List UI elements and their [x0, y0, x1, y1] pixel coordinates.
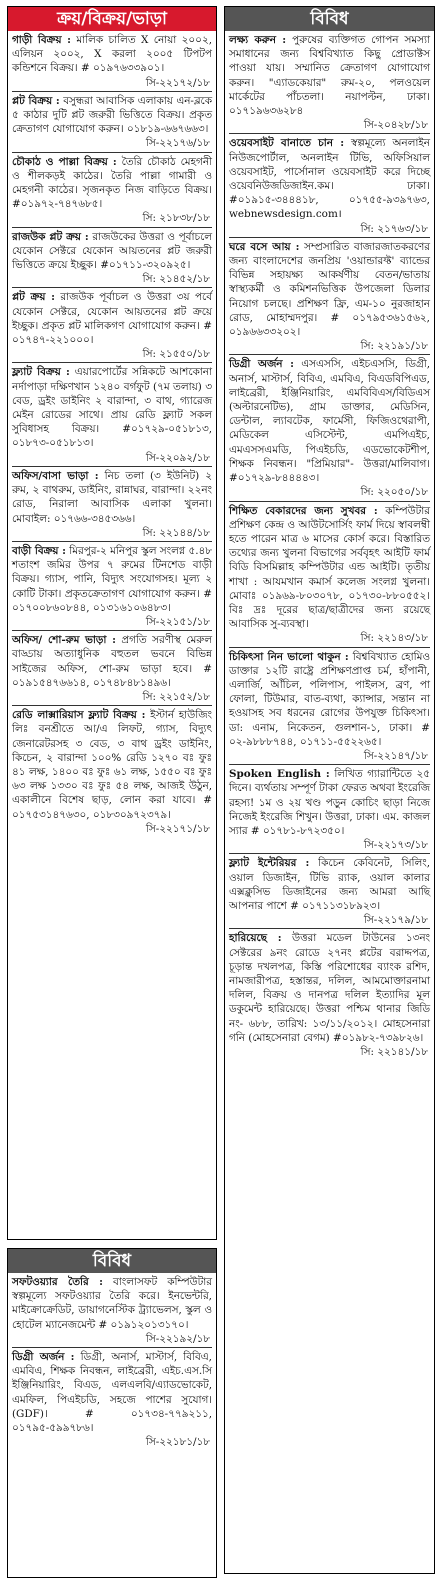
- classified-ad: [12, 362, 212, 465]
- ad-body: মিরপুর-২ মনিপুর স্কুল সংলগ্ন ৫.৪৮ শতাংশ জমির উপর ৭ রুমের টিনশেড বাড়ী বিক্রয়। গ্যাস, পানি, বিদ্যুৎ সংযোগসহ। মূল্য ২ কোটি টাকা। প্রকৃতক্রেতাগণ যোগাযোগ করুন। # ০১৭০০৮৬০৮৪৪, ০১৩১৬১০৬৪৮৩।: [12, 544, 212, 614]
- ad-code: সি: ২২১৪৩/১৮: [360, 632, 428, 645]
- ad-body: প্রগতি সরণীস্থ মেরুল বাড্ডায় অত্যাধুনিক বহুতল ভবনে বিভিন্ন সাইজের অফিস, শো-রুম ভাড়া হবে। # ০১৯১৫৪৭৬৬১৪, ০১৭৪৮৪৮১৪৯৬।: [12, 634, 212, 689]
- ad-code: সি-২২১৫১/১৮: [145, 615, 210, 628]
- ad-body: স্বল্পমূল্যে অনলাইন নিউজপোর্টাল, অনলাইন টিভি, অফিসিয়াল ওয়েবসাইট, পার্সোনাল ওয়েবসাইট করে দিচ্ছে ওয়েবনিউজডিজাইন.কম। ঢাকা। #০১৯১৫-৩৪৪৪১৮, ০১৭৫৫-৯৩৯৭৬৩, webnewsdesign.com।: [229, 137, 430, 221]
- ad-body: তৈরি চৌকাঠ মেহগনী ও শীলকড়ই কাঠের। তৈরি পাল্লা গামারী ও মেহগনী কাঠের। সৃজনকৃত নিজ বাড়িতে বিক্রয়। #০১৯৭২-৭৪৭৬৮৫।: [12, 155, 212, 211]
- ad-title: ওয়েবসাইট বানাতে চান :: [229, 137, 345, 150]
- ad-list: [225, 31, 434, 1060]
- ad-title: গাড়ী বিক্রয় :: [12, 34, 71, 46]
- ad-code: সি: ২২১৪১/১৮: [360, 1046, 428, 1059]
- ad-code: সি: ২১৪৫২/১৮: [142, 273, 210, 286]
- ad-code: সি-২২১৮১/১৮: [145, 1436, 210, 1449]
- classified-ad: [12, 227, 212, 288]
- ad-body: পুরুষের ব্যক্তিগত গোপন সমস্যা সমাধানের জন্য বিশ্ববিখ্যাত কিছু প্রোডাক্টস পাওয়া যায়। সম্মানিত ক্রেতাগণ যোগাযোগ করুন। "এ্যাডকেয়ার" রুম-২০, পলওয়েল মার্কেটের পাঁচতলা। নয়াপল্টন, ঢাকা। ০১৭১৯৬৩৬২৮৪: [229, 34, 430, 118]
- ad-title: অফিস/বাসা ভাড়া :: [12, 469, 99, 482]
- misc-section-left: [7, 1248, 217, 1578]
- ad-body: ডিগ্রী, অনার্স, মাস্টার্স, বিবিএ, এমবিএ, শিক্ষক নিবন্ধন, লাইব্রেরী, এইচ.এস.সি ইঞ্জিনিয়ারিং, বিএড, এলএলবি/এ্যাডভোকেট, এমফিল, পিএইচডি, সহজে পাশের সুযোগ। (GDF)। # ০১৭৩৪-৭৭৯২১১, ০১৭৯৫-৫৯৯৭৮৬।: [12, 1351, 212, 1435]
- ad-title: অফিস/ শো-রুম ভাড়া :: [12, 634, 116, 647]
- ad-title: সফটওয়্যার তৈরি :: [12, 1276, 103, 1288]
- ad-body: রাজউকের উত্তরা ও পূর্বাচলে যেকোন সেক্টরে যেকোন আয়তনের প্লট জরুরী ভিত্তিতে ক্রয়ে ইচ্ছুক। #০১৭১১-৩২০৯২৫।: [12, 230, 212, 272]
- classified-ad: [229, 647, 430, 765]
- section-header: বিবিধ: [225, 7, 434, 31]
- ad-code: সি-২২১৭৩/১৮: [363, 839, 428, 852]
- classified-ad: [229, 133, 430, 236]
- classified-ad: [229, 853, 430, 928]
- classified-ad: [229, 31, 430, 133]
- ad-code: সি-২০৪২৮/১৮: [363, 119, 428, 132]
- right-column: [224, 6, 435, 1577]
- ad-title: প্লট ক্রয় :: [12, 291, 55, 304]
- ad-body: লিখিত গ্যারান্টিতে ২৫ দিনে। ব্যর্থতায় সম্পূর্ণ টাকা ফেরত অথবা ইংরেজি রহস্য! ১ম ও ২য় খণ্ড পড়ুন কোচিং ছাড়া নিজে নিজেই ইংরেজি শিখুন। উত্তরা, ঢাকা। এম. কাজল স্যার # ০১৭৮১-৮৭২৩৫০।: [229, 768, 430, 837]
- ad-title: হারিয়েছে :: [229, 932, 282, 945]
- classified-ad: [12, 31, 212, 91]
- left-column: [7, 6, 217, 1577]
- ad-body: সম্প্রসারিত বাজারজাতকরণের জন্য বাংলাদেশের জনপ্রিয় 'ওয়ান্ডারফ্ট' ব্যান্ডের বিভিন্ন সহায়ক্ষ্য আকর্ষণীয় বেতন/ভাতায় স্বাস্থ্যকর্মী ও কমিশনভিত্তিক উপজেলা ডিলার নিয়োগ চলছে। প্রশিক্ষণ ফ্রি, এম-১০ নুরজাহান রোড, মোহাম্মদপুর। # ০১৭৯৫৩৬১৫৬২, ০১৯৬৬৩৩২০২।: [229, 240, 431, 339]
- ad-title: রেডি লাক্সারিয়াস ফ্ল্যাট বিক্রয় :: [12, 709, 146, 722]
- classified-ad: [229, 928, 430, 1060]
- classified-ad: [12, 466, 212, 541]
- ad-body: কিচেন কেবিনেট, সিলিং, ওয়াল ডিজাইন, টিভি র‍্যাক, ওয়াল কালার এক্সক্লুসিভ ডিজাইনের জন্য আমরা আছি আপনার পাশে # ০১৭১১৩১৮৯২৩।: [229, 857, 430, 912]
- ad-title: চৌকাঠ ও পাল্লা বিক্রয় :: [12, 155, 117, 168]
- ad-body: কম্পিউটার প্রশিক্ষণ কেন্দ্র ও আউটসোর্সিং ফার্ম দিয়ে স্বাবলম্বী হতে পারেন মাত্র ৬ মাসের কোর্স করে। বিস্তারিত তথ্যের জন্য খুলনা বিভাগের সর্ববৃহৎ আইটি ফার্ম বিডি বিসমিল্লাহ কম্পিউটার এন্ড আইটি। তৃতীয় শাখা : আযমখান কমার্স কলেজ সংলগ্ন খুলনা। মোবাঃ ০১৯৬৯-৮০৩০৭৮, ০১৭৩০-৮৮০৫৫২। বিঃ দ্রঃ দূরের ছাত্র/ছাত্রীদের জন্য রয়েছে আবাসিক সু-ব্যবস্থা।: [229, 504, 430, 631]
- ad-title: চিকিৎসা নিন ভালো থাকুন :: [229, 650, 349, 663]
- ad-code: সি: ২১৭৬৩/১৮: [360, 222, 428, 235]
- classified-ad: [12, 1347, 212, 1450]
- ad-title: লক্ষ্য করুন :: [229, 34, 287, 46]
- ad-code: সি-২২০৯২/১৮: [145, 451, 210, 464]
- ad-title: ফ্ল্যাট ইন্টেরিয়র :: [229, 857, 310, 870]
- ad-body: বসুন্ধরা আবাসিক এলাকায় এন-ব্লকে ৫ কাঠার দুটি প্লট জরুরী ভিত্তিতে বিক্রয়। প্রকৃত ক্রেতাগণ যোগাযোগ করুন। ০১৮১৯-৬৬৭৬৬৩।: [12, 94, 212, 136]
- ad-body: রাজউক পূর্বাচল ও উত্তরা ৩য় পর্বে যেকোন সেক্টরে, যেকোন আয়তনের প্লট ক্রয়ে ইচ্ছুক। প্রকৃত প্লট মালিকগণ যোগাযোগ করুন। # ০১৭৪৭-২২১০০০।: [12, 291, 212, 347]
- buy-sell-rent-section: [7, 6, 217, 1240]
- ad-body: এসএসসি, এইচএসসি, ডিগ্রী, অনার্স, মাস্টার্স, বিবিএ, এমবিএ, বিএডবিপিএড, লাইব্রেরী, ইঞ্জিনিয়ারিং, এমবিবিএস/বিডিএস (অল্টারনেটিভ), গ্রাম ডাক্তার, মেডিসিন, ডেন্টাল, ল্যাবটেক, ফার্মেসী, ফিজিওথেরাপী, মেডিকেল এসিস্টেন্ট, এমপিএইচ, এমএসসএমডি, পিএইচডি, এডভোকেটশীপ, শিক্ষক নিবন্ধন। "প্রিমিয়ার"- উত্তরা/মালিবাগ। #০১৭২৯-৮৪৪৪৪৩।: [229, 358, 430, 485]
- ad-code: সি-২২১৭১/১৮: [145, 822, 210, 835]
- classified-ad: [229, 237, 430, 355]
- classified-ad: [229, 501, 430, 647]
- ad-code: সি: ২২১৪৪/১৮: [142, 526, 210, 539]
- classified-ad: [12, 1273, 212, 1347]
- ad-body: মালিক চালিত X নোয়া ২০০২, এলিয়ন ২০০২, X করলা ২০০৫ টিপটপ কন্ডিশনে বিক্রয়। # ০১৯৭৬৩৩৯০১।: [12, 34, 212, 75]
- ad-title: Spoken English :: [229, 768, 330, 781]
- classified-ad: [12, 287, 212, 362]
- misc-section-right: [224, 6, 435, 1574]
- ad-code: সি: ২২১৯১/১৮: [360, 340, 428, 353]
- section-header: ক্রয়/বিক্রয়/ভাড়া: [8, 7, 216, 31]
- ad-body: বাংলাসফট কম্পিউটার স্বল্পমূল্যে সফটওয়্যার তৈরি করে। ইনভেন্টরি, মাইক্রোক্রেডিট, ডায়াগনেস্টিক ট্র্যাভেলস, স্কুল ও হোটেল ম্যানেজমেন্ট # ০১৯১২০১৩১৭০।: [12, 1276, 212, 1331]
- classified-ad: [12, 630, 212, 705]
- ad-title: রাজউক প্লট ক্রয় :: [12, 230, 89, 243]
- ad-code: সি: ২১৮৩৮/১৮: [142, 212, 210, 225]
- classified-ad: [229, 764, 430, 853]
- section-header: বিবিধ: [8, 1249, 216, 1273]
- ad-code: সি: ২১৫৫০/১৮: [142, 348, 210, 361]
- ad-body: উত্তরা মডেল টাউনের ১৩নং সেক্টরের ৯নং রোডে ২৭নং প্লটের বরাদ্দপত্র, চূড়ান্ত দখলপত্র, কিস্তি পরিশোধের ব্যাংক রশিদ, নামজারীপত্র, হস্তান্তর, দলিল, আমমোক্তারনামা দলিল, বিক্রয় ও দানপত্র দলিল ইত্যাদির মূল ডকুমেন্ট হারিয়েছে। উত্তরা পশ্চিম থানার জিডি নং- ৬৮৮, তারিখ: ১৩/১১/২০১২। মোহসেনারা গনি (মোহসেনারা বেগম) #০১৯৮২-৭৩৯৮২৬।: [229, 932, 430, 1044]
- ad-title: প্লট বিক্রয় :: [12, 94, 60, 107]
- ad-code: সি-২২১৭২/১৮: [145, 76, 210, 89]
- ad-title: ডিগ্রী অর্জন :: [229, 358, 294, 371]
- ad-body: বিশ্ববিখ্যাত হোমিও ডাক্তার ১২টি রাষ্ট্রে প্রশিক্ষণপ্রাপ্ত চর্ম, হাঁপানী, এলার্জি, আঁচিল, পলিপাস, পাইলস, ব্রণ, পা ফোলা, টিউমার, বাত-ব্যথা, ক্যান্সার, সন্তান না হওয়াসহ সব ধরনের রোগের উপযুক্ত চিকিৎসা। ডা: এনাম, নিকেতন, গুলশান-১, ঢাকা। # ০২-৯৮৮৮৭৪৪, ০১৭১১-৫৫২২৬৫।: [229, 650, 430, 748]
- ad-title: ফ্ল্যাট বিক্রয় :: [12, 366, 70, 379]
- classified-ad: [229, 354, 430, 500]
- ad-body: ইস্টার্ন হাউজিং লিঃ বনশ্রীতে আ/এ লিফট, গ্যাস, বিদ্যুৎ জেনারেটরসহ ৩ বেড, ৩ বাথ ড্রইং ডাইনিং, কিচেন, ২ বারান্দা ১০০% রেডি ১২৭০ বঃ ফুঃ ৪১ লক্ষ, ১৪০০ বঃ ফুঃ ৬১ লক্ষ, ১৫৫০ বঃ ফুঃ ৬৩ লক্ষ ১৩৩০ বঃ ফুঃ ৫৪ লক্ষ, আজই উঠুন, একালীনে বিশেষ ছাড়, লোন করা যাবে। # ০১৭৫৩১৪৭৬৩০, ০১৮৩০৯৭২৩৭৯।: [12, 709, 213, 821]
- ad-title: ডিগ্রী অর্জন :: [12, 1351, 75, 1364]
- ad-code: সি-২২১৭৬/১৮: [145, 137, 210, 150]
- classified-ad: [12, 705, 212, 837]
- classified-ad: [12, 91, 212, 152]
- ad-code: সি: ২২১৫২/১৮: [142, 690, 210, 703]
- classified-ad: [12, 541, 212, 630]
- classified-ad: [12, 152, 212, 227]
- ad-body: নিচ তলা (৩ ইউনিট) ২ রুম, ২ বাথরুম, ডাইনিং, রান্নাঘর, বারান্দা। ২২নং রোড, নিরালা আবাসিক এলাকা খুলনা। মোবাইল: ০১৭৬৬-৩৪৫৩৬৬।: [12, 469, 212, 525]
- ad-title: ঘরে বসে আয় :: [229, 240, 300, 253]
- ad-code: সি: ২২০৫০/১৮: [360, 486, 428, 499]
- ad-list: [8, 1273, 216, 1450]
- ad-title: বাড়ী বিক্রয় :: [12, 544, 66, 557]
- ad-title: শিক্ষিত বেকারদের জন্য সুখবর :: [229, 504, 378, 517]
- ad-code: সি-২২১৯২/১৮: [145, 1332, 210, 1345]
- ad-body: এয়ারপোর্টের সন্নিকটে আশকোনা নর্দাপাড়া দক্ষিণখান ১২৪০ বর্গফুট (৭ম তলায়) ৩ বেড, ড্রইং ডাইনিং ২ বারান্দা, ৩ বাথ, গ্যারেজ মেইন রোডের সাথে। প্রায় রেডি ফ্ল্যাট সকল সুবিধাসহ বিক্রয়। #০১৭২৯-০৫১৮১৩, ০১৮৭৩-০৫১৮১৩।: [12, 366, 212, 450]
- ad-code: সি-২২১৭৯/১৮: [363, 914, 428, 927]
- ad-code: সি-২২১৪৭/১৮: [363, 749, 428, 762]
- ad-list: [8, 31, 216, 837]
